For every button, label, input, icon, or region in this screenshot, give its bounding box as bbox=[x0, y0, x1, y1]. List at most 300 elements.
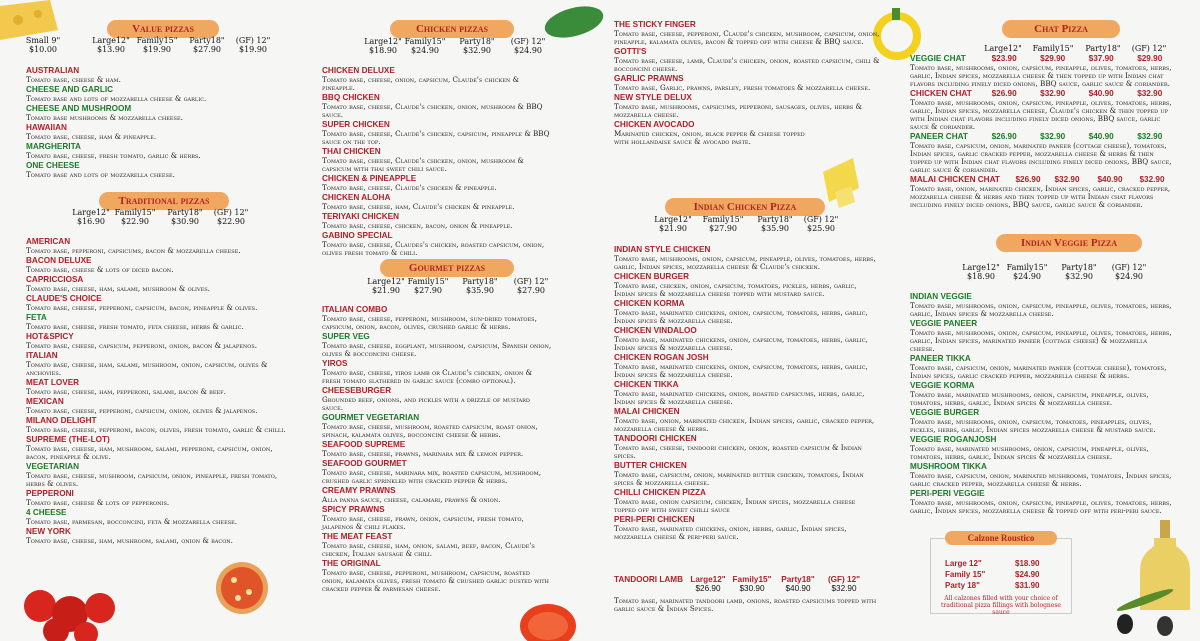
price-value: $27.90 bbox=[517, 286, 545, 295]
item-desc: Tomato base, onion capsicum, chicken, Indian spices, mozzarella cheese topped off with sweet chilli sauce bbox=[614, 497, 856, 514]
size-label: Family15" bbox=[1032, 44, 1074, 53]
price-value: $22.90 bbox=[121, 217, 149, 226]
list-item bbox=[910, 132, 1174, 174]
item-name: SUPER CHICKEN bbox=[322, 120, 390, 129]
item-desc: Tomato base, cheese, yiros lamb or Claude's chicken, onion & fresh tomato slathered in garlic sauce (combo optional). bbox=[322, 368, 533, 385]
item-desc: Tomato base, cheese, marinara mix, roasted capsicum, mushroom, crushed garlic sprinkled with cracked pepper & herbs. bbox=[322, 468, 542, 485]
list-item bbox=[910, 175, 1174, 209]
size-price bbox=[686, 575, 730, 593]
item-name: ONE CHEESE bbox=[26, 161, 80, 170]
item-desc: Tomato base, marinated chickens, onion, herbs, garlic, Indian spices, mozzarella cheese & peri-peri sauce. bbox=[614, 524, 847, 541]
traditional-pizzas-list bbox=[26, 237, 288, 546]
item-desc: Tomato base, cheese, ham, onion, salami, beef, bacon, Claude's chicken, Italian sausage & chili. bbox=[322, 541, 535, 558]
item-desc: Tomato base, chicken, onion, capsicum, tomatoes, pickles, herbs, garlic, Indian spices & mozzarella cheese topped with mustard sauce. bbox=[614, 281, 857, 298]
list-item bbox=[614, 461, 876, 487]
price-value: $32.90 bbox=[1065, 272, 1093, 281]
list-item bbox=[26, 275, 288, 293]
price-value: $32.90 bbox=[1139, 175, 1165, 184]
size-label: Family15" bbox=[407, 277, 449, 286]
item-desc: Tomato base, capsicum, onion, marinated mushrooms, tomatoes, Indian spices, garlic cracked pepper, mozzarella cheese & herbs. bbox=[910, 471, 1172, 488]
item-desc: Tomato base, cheese, eggplant, mushroom, capsicum, Spanish onion, olives & bocconcini cheese. bbox=[322, 341, 552, 358]
size-label: (GF) 12" bbox=[235, 36, 271, 45]
item-name: YIROS bbox=[322, 359, 348, 368]
item-name: SUPREME (THE-LOT) bbox=[26, 435, 110, 444]
item-desc: Tomato base, marinated chickens, onion, capsicum, tomatoes, herbs, garlic, Indian spices & mozzarella cheese. bbox=[614, 308, 868, 325]
item-desc: Tomato base, cheese, ham, salami, mushroom & olives. bbox=[26, 284, 210, 293]
price-value: $32.90 bbox=[463, 46, 491, 55]
item-name: VEGGIE KORMA bbox=[910, 381, 975, 390]
indian-chicken-pizza-list bbox=[614, 245, 876, 542]
gourmet-pizzas-list bbox=[322, 305, 552, 594]
list-item bbox=[614, 120, 814, 146]
size-label: Party18" bbox=[757, 215, 793, 224]
list-item bbox=[910, 89, 1174, 131]
price-value: $26.90 bbox=[991, 132, 1017, 141]
price-value: $27.90 bbox=[709, 224, 737, 233]
size-label: (GF) 12" bbox=[510, 37, 546, 46]
item-name: NEW YORK bbox=[26, 527, 71, 536]
list-item bbox=[26, 332, 288, 350]
price-value: $32.90 bbox=[1137, 132, 1163, 141]
item-name: CHICKEN KORMA bbox=[614, 299, 685, 308]
traditional-pizzas-title: Traditional pizzas bbox=[99, 192, 229, 210]
item-desc: Tomato base, cheese, pepperoni, mushroom, capsicum, roasted onion, kalamata olives, fresh tomato & crushed garlic dusted with cracked pepper & parmesan cheese. bbox=[322, 568, 549, 593]
price-value: $40.90 bbox=[785, 584, 811, 593]
list-item bbox=[322, 231, 552, 257]
list-item bbox=[322, 386, 552, 412]
price-value: $16.90 bbox=[77, 217, 105, 226]
item-name: NEW STYLE DELUX bbox=[614, 93, 692, 102]
item-name: SEAFOOD GOURMET bbox=[322, 459, 407, 468]
item-name: HAWAIIAN bbox=[26, 123, 67, 132]
price-value: $27.90 bbox=[414, 286, 442, 295]
price-value: $40.90 bbox=[1088, 132, 1114, 141]
item-desc: Tomato base, cheese, fresh tomato, feta cheese, herbs & garlic. bbox=[26, 322, 244, 331]
price-value: $24.90 bbox=[514, 46, 542, 55]
item-name: THAI CHICKEN bbox=[322, 147, 381, 156]
price-value: $30.90 bbox=[739, 584, 765, 593]
item-desc: Tomato base, marinated chickens, onion, capsicum, tomatoes, herbs, garlic, Indian spices & mozzarella cheese. bbox=[614, 335, 868, 352]
price-value: $26.90 bbox=[1015, 175, 1041, 184]
price-value: $40.90 bbox=[1088, 89, 1114, 98]
size-label: Party18" bbox=[1061, 263, 1097, 272]
chat-pizza-sizes bbox=[980, 44, 1180, 54]
item-desc: Tomato base, cheese, ham, Claude's chicken & pineapple. bbox=[322, 202, 515, 211]
size-label: Family15" bbox=[1006, 263, 1048, 272]
size-label: Family15" bbox=[114, 208, 156, 217]
gourmet-pizzas-title: Gourmet pizzas bbox=[380, 259, 514, 277]
list-item bbox=[322, 332, 552, 358]
list-item bbox=[614, 299, 876, 325]
list-item bbox=[614, 272, 876, 298]
list-item bbox=[614, 47, 884, 73]
list-item bbox=[910, 54, 1174, 88]
price-value: $24.90 bbox=[1115, 272, 1143, 281]
item-name: INDIAN STYLE CHICKEN bbox=[614, 245, 711, 254]
item-name: SPICY PRAWNS bbox=[322, 505, 385, 514]
list-item bbox=[26, 462, 288, 488]
size-label: Party18" bbox=[1085, 44, 1121, 53]
item-desc: Tomato base, cheese, ham, pepperoni, salami, bacon & beef. bbox=[26, 387, 226, 396]
list-item bbox=[322, 193, 552, 211]
list-item bbox=[322, 120, 552, 146]
price-value: $18.90 bbox=[1015, 559, 1040, 568]
item-desc: Tomato base, cheese, ham, mushroom, salami, onion & bacon. bbox=[26, 536, 233, 545]
item-name: CHEESE AND MUSHROOM bbox=[26, 104, 132, 113]
item-desc: Tomato base, capsicum, onion, marinated paneer (cottage cheese), tomatoes, Indian spices, garlic cracked pepper, mozzarella cheese & herbs. bbox=[910, 363, 1167, 380]
item-name: CLAUDE'S CHOICE bbox=[26, 294, 102, 303]
price-value: $32.90 bbox=[1040, 132, 1066, 141]
item-desc: Tomato base, cheese, ham, mushroom, salami, pepperoni, capsicum, onion, bacon, pineapple & olive. bbox=[26, 444, 273, 461]
list-item bbox=[322, 486, 552, 504]
item-name: GABINO SPECIAL bbox=[322, 231, 393, 240]
item-desc: Tomato base, cheese, prawn, onion, capsicum, fresh tomato, jalapenos & chili flakes. bbox=[322, 514, 524, 531]
size-price bbox=[730, 575, 774, 593]
list-item bbox=[322, 532, 552, 558]
item-desc: Tomato base, cheese, capsicum, pepperoni, onion, bacon & jalapenos. bbox=[26, 341, 258, 350]
item-name: CHEESE AND GARLIC bbox=[26, 85, 114, 94]
list-item bbox=[26, 416, 288, 434]
price-value: $18.90 bbox=[967, 272, 995, 281]
item-desc: Tomato base, cheese, mushroom, roasted capsicum, roast onion, spinach, kalamata olives, bocconcini cheese & herbs. bbox=[322, 422, 538, 439]
item-desc: Tomato base, cheese, pepperoni, capsicum, onion, olives & jalapenos. bbox=[26, 406, 258, 415]
size-label: Family15" bbox=[732, 575, 772, 584]
item-desc: Tomato base, mushrooms, onion, capsicum, pineapple, olives, tomatoes, herbs, garlic, Indian spices, mozzarella cheese, Claude's chicken & then topped up with Indian chat flavors including finely diced onions, BBQ sauce, garlic sauce & coriander. bbox=[910, 98, 1172, 131]
size-label: Family 15" bbox=[945, 570, 986, 579]
item-name: BBQ CHICKEN bbox=[322, 93, 380, 102]
chicken-pizzas-prices bbox=[362, 37, 562, 57]
list-item bbox=[26, 435, 288, 461]
item-desc: Tomato base, cheese, pepperoni, capsicum, bacon, pineapple & olives. bbox=[26, 303, 258, 312]
item-name: THE STICKY FINGER bbox=[614, 20, 696, 29]
item-name: VEGETARIAN bbox=[26, 462, 80, 471]
list-item bbox=[614, 488, 876, 514]
list-item bbox=[910, 292, 1174, 318]
size-label: Large12" bbox=[690, 575, 726, 584]
list-item bbox=[910, 435, 1174, 461]
pizza-icon bbox=[214, 560, 270, 616]
value-pizzas-list bbox=[26, 66, 286, 180]
list-item bbox=[322, 174, 552, 192]
size-price bbox=[776, 575, 820, 593]
price-value: $19.90 bbox=[143, 45, 171, 54]
size-label: Family15" bbox=[404, 37, 446, 46]
price-value: $24.90 bbox=[1015, 570, 1040, 579]
item-name: CHICKEN CHAT bbox=[910, 89, 972, 98]
value-pizzas-title: Value pizzas bbox=[107, 20, 219, 38]
list-item bbox=[26, 161, 286, 179]
list-item bbox=[322, 212, 552, 230]
item-name: CHICKEN DELUXE bbox=[322, 66, 395, 75]
list-item bbox=[322, 305, 552, 331]
item-desc: Tomato base, cheese, tandoori chicken, onion, roasted capsicum & Indian spices. bbox=[614, 443, 862, 460]
item-desc: Tomato base, mushrooms, onion, capsicum, pineapple, olives, tomatoes, herbs, garlic, Indian spices, marinated paneer (cottage cheese) & mozzarella cheese. bbox=[910, 328, 1172, 353]
item-desc: Tomato base, Garlic, prawns, parsley, fresh tomatoes & mozzarella cheese. bbox=[614, 83, 871, 92]
price-value: $27.90 bbox=[193, 45, 221, 54]
size-label: (GF) 12" bbox=[213, 208, 249, 217]
tomato-slice-icon bbox=[518, 598, 578, 641]
item-name: GOURMET VEGETARIAN bbox=[322, 413, 420, 422]
item-desc: Tomato base, onion, marinated chicken, Indian spices, garlic, cracked pepper, mozzarella cheese & herbs. bbox=[614, 416, 875, 433]
item-name: VEGGIE BURGER bbox=[910, 408, 980, 417]
item-desc: Tomato base, cheese, ham & pineapple. bbox=[26, 132, 157, 141]
specials-list bbox=[614, 20, 884, 147]
traditional-pizzas-prices bbox=[70, 208, 270, 228]
list-item bbox=[26, 397, 288, 415]
item-name: HOT&SPICY bbox=[26, 332, 74, 341]
indian-veggie-pizza-list bbox=[910, 292, 1174, 516]
chicken-pizzas-title: Chicken pizzas bbox=[390, 20, 514, 38]
item-desc: Tomato base, mushrooms, capsicums, pepperoni, sausages, olives, herbs & mozzarella cheese. bbox=[614, 102, 862, 119]
list-item bbox=[322, 505, 552, 531]
calzone-note: All calzones filled with your choice of traditional pizza fillings with bolognese sauce bbox=[941, 595, 1061, 616]
size-label: Large12" bbox=[367, 277, 405, 286]
item-name: PANEER TIKKA bbox=[910, 354, 971, 363]
item-name: BACON DELUXE bbox=[26, 256, 92, 265]
size-label: (GF) 12" bbox=[1131, 44, 1167, 53]
item-name: SEAFOOD SUPREME bbox=[322, 440, 406, 449]
size-label: Party18" bbox=[781, 575, 815, 584]
item-name: BUTTER CHICKEN bbox=[614, 461, 687, 470]
list-item bbox=[26, 313, 288, 331]
item-desc: Tomato base, mushrooms, onion, capsicum, tomatoes, pineapples, olives, pickles, herbs, garlic, Indian spices mozzarella cheese & mustard sauce. bbox=[910, 417, 1156, 434]
item-desc: Tomato base, onion, marinated chicken, Indian spices, garlic, cracked pepper, mozzarella cheese & herbs and then topped up with Indian chat flavors including finely diced onions, BBQ sauce, garlic sauce & coriander. bbox=[910, 184, 1171, 209]
size-label: Party18" bbox=[462, 277, 498, 286]
size-label: Party 18" bbox=[945, 581, 980, 590]
price-value: $21.90 bbox=[659, 224, 687, 233]
size-label: Family15" bbox=[702, 215, 744, 224]
size-label: Party18" bbox=[167, 208, 203, 217]
item-desc: Tomato base, cheese, Claude's chicken & pineapple. bbox=[322, 183, 497, 192]
item-desc: Tomato base, marinated chickens, onion, roasted capsicums, herbs, garlic, Indian spices & mozzarella cheese. bbox=[614, 389, 865, 406]
chat-pizza-title: Chat Pizza bbox=[1002, 20, 1120, 38]
price-value: $32.90 bbox=[1137, 89, 1163, 98]
olive-branch-icon bbox=[1095, 580, 1195, 640]
price-value: $26.90 bbox=[695, 584, 721, 593]
list-item bbox=[26, 66, 286, 84]
item-desc: Marinated chicken, onion, black pepper & cheese topped with hollandaise sauce & avocado paste. bbox=[614, 129, 805, 146]
item-name: PERI-PERI CHICKEN bbox=[614, 515, 695, 524]
item-name: SUPER VEG bbox=[322, 332, 370, 341]
list-item bbox=[322, 440, 552, 458]
value-pizzas-prices bbox=[22, 36, 282, 56]
list-item bbox=[322, 413, 552, 439]
item-name: CHILLI CHICKEN PIZZA bbox=[614, 488, 706, 497]
list-item bbox=[26, 142, 286, 160]
item-desc: Tomato base, capsicum, onion, marinated butter chicken, tomatoes, Indian spices & mozzarella cheese. bbox=[614, 470, 864, 487]
item-desc: Tomato base, cheese, pepperoni, Claude's chicken, mushroom, capsicum, onion, pineapple, kalamata olives, bacon & topped off with cheese & BBQ sauce. bbox=[614, 29, 880, 46]
list-item bbox=[614, 407, 876, 433]
item-desc: Tomato base, cheese & lots of pepperonis. bbox=[26, 498, 170, 507]
list-item bbox=[26, 237, 288, 255]
item-desc: Tomato base, parmesan, bocconcini, feta & mozzarella cheese. bbox=[26, 517, 238, 526]
list-item bbox=[910, 381, 1174, 407]
gourmet-pizzas-prices bbox=[365, 277, 565, 297]
item-name: CAPRICCIOSA bbox=[26, 275, 84, 284]
item-name: CHEESEBURGER bbox=[322, 386, 392, 395]
list-item bbox=[910, 319, 1174, 353]
price-value: $32.90 bbox=[1040, 89, 1066, 98]
size-label: Party18" bbox=[459, 37, 495, 46]
list-item bbox=[322, 459, 552, 485]
chat-pizza-list bbox=[910, 54, 1174, 210]
item-desc: Tomato base, cheese, ham, salami, mushroom, onion, capsicum, olives & anchovies. bbox=[26, 360, 268, 377]
item-name: MUSHROOM TIKKA bbox=[910, 462, 987, 471]
price-value: $18.90 bbox=[369, 46, 397, 55]
price-value: $24.90 bbox=[1013, 272, 1041, 281]
size-label: Large12" bbox=[962, 263, 1000, 272]
item-name: THE MEAT FEAST bbox=[322, 532, 393, 541]
item-name: CHICKEN BURGER bbox=[614, 272, 690, 281]
price-value: $40.90 bbox=[1097, 175, 1123, 184]
tomatoes-icon bbox=[20, 576, 120, 641]
price-value: $21.90 bbox=[372, 286, 400, 295]
price-value: $24.90 bbox=[411, 46, 439, 55]
item-desc: Tomato base, cheese, chicken, bacon, onion & pineapple. bbox=[322, 221, 513, 230]
list-item bbox=[614, 434, 876, 460]
item-name: TANDOORI LAMB bbox=[614, 575, 683, 584]
list-item bbox=[910, 462, 1174, 488]
item-name: MILANO DELIGHT bbox=[26, 416, 97, 425]
list-item bbox=[910, 354, 1174, 380]
item-desc: Tomato base, marinated mushrooms, onion, capsicum, pineapple, olives, tomatoes, herbs, garlic, Indian spices & mozzarella cheese. bbox=[910, 390, 1149, 407]
item-name: MEAT LOVER bbox=[26, 378, 80, 387]
item-desc: Tomato base, cheese & ham. bbox=[26, 75, 121, 84]
list-item bbox=[614, 74, 884, 92]
basil-leaf-icon bbox=[540, 2, 610, 42]
size-label: (GF) 12" bbox=[513, 277, 549, 286]
item-name: CHICKEN AVOCADO bbox=[614, 120, 695, 129]
item-name: AMERICAN bbox=[26, 237, 71, 246]
list-item bbox=[614, 93, 884, 119]
item-desc: Tomato base, mushrooms, onion, capsicum, pineapple, olives, tomatoes, herbs, garlic, Indian spices & mozzarella cheese. bbox=[910, 301, 1172, 318]
item-name: TANDOORI CHICKEN bbox=[614, 434, 697, 443]
price-value: $13.90 bbox=[97, 45, 125, 54]
size-label: Large12" bbox=[92, 36, 130, 45]
item-name: THE ORIGINAL bbox=[322, 559, 381, 568]
price-value: $37.90 bbox=[1088, 54, 1114, 63]
item-desc: Tomato base, cheese, pepperoni, mushroom, sun-dried tomatoes, capsicum, onion, bacon, olives, crushed garlic & herbs. bbox=[322, 314, 537, 331]
list-item bbox=[26, 294, 288, 312]
item-desc: Tomato base, cheese, pepperoni, bacon, olives, fresh tomato, garlic & chilli. bbox=[26, 425, 286, 434]
item-desc: Tomato base and lots of mozzarella cheese & garlic. bbox=[26, 94, 207, 103]
indian-veggie-pizza-title: Indian Veggie Pizza bbox=[996, 234, 1142, 252]
list-item bbox=[614, 245, 876, 271]
price-value: $30.90 bbox=[171, 217, 199, 226]
size-label: (GF) 12" bbox=[803, 215, 839, 224]
item-name: CHICKEN ALOHA bbox=[322, 193, 391, 202]
item-name: MARGHERITA bbox=[26, 142, 81, 151]
item-name: CREAMY PRAWNS bbox=[322, 486, 396, 495]
list-item bbox=[26, 256, 288, 274]
item-name: CHICKEN VINDALOO bbox=[614, 326, 697, 335]
list-item bbox=[26, 378, 288, 396]
list-item bbox=[614, 326, 876, 352]
size-label: Family15" bbox=[136, 36, 178, 45]
item-name: MEXICAN bbox=[26, 397, 64, 406]
list-item bbox=[614, 353, 876, 379]
size-label: (GF) 12" bbox=[827, 575, 861, 584]
item-desc: Tomato base and lots of mozzarella cheese. bbox=[26, 170, 175, 179]
list-item bbox=[322, 359, 552, 385]
item-name: MALAI CHICKEN CHAT bbox=[910, 175, 1000, 184]
chicken-pizzas-list bbox=[322, 66, 552, 258]
item-desc: Tomato base, cheese, Claude's chicken, capsicum, pineapple & BBQ sauce on the top. bbox=[322, 129, 550, 146]
size-label: Large 12" bbox=[945, 559, 982, 568]
price-value: $29.90 bbox=[1040, 54, 1066, 63]
size-label: Small 9" bbox=[25, 36, 61, 45]
item-desc: Tomato base mushrooms & mozzarella cheese. bbox=[26, 113, 183, 122]
indian-veggie-pizza-prices bbox=[958, 263, 1178, 283]
list-item bbox=[322, 93, 552, 119]
item-desc: Tomato base, cheese & lots of diced bacon. bbox=[26, 265, 174, 274]
item-desc: Tomato base, capsicum, onion, marinated paneer (cottage cheese), tomatoes, Indian spices, garlic cracked pepper, mozzarella cheese & herbs & then topped up with Indian chat flavors including finely diced onions, BBQ sauce, garlic sauce & coriander. bbox=[910, 141, 1172, 174]
size-label: Large12" bbox=[364, 37, 402, 46]
item-desc: Tomato base, cheese, Claude's chicken, onion, mushroom & capsicum with thai sweet chili sauce. bbox=[322, 156, 524, 173]
item-desc: Tomato base, cheese, Claudes's chicken, roasted capsicum, onion, olives fresh tomato & chili. bbox=[322, 240, 545, 257]
item-desc: Tomato base, cheese, mushroom, capsicum, onion, pineapple, fresh tomato, herbs & olives. bbox=[26, 471, 278, 488]
item-desc: Tomato base, cheese, lamb, Claude's chicken, onion, roasted capsicum, chili & bocconcini cheese. bbox=[614, 56, 880, 73]
item-desc: Tomato base, marinated chickens, onion, capsicum, tomatoes, herbs, garlic, Indian spices & mozzarella cheese. bbox=[614, 362, 868, 379]
size-label: Party18" bbox=[189, 36, 225, 45]
price-value: $22.90 bbox=[217, 217, 245, 226]
price-value: $35.90 bbox=[761, 224, 789, 233]
item-name: GOTTI'S bbox=[614, 47, 647, 56]
size-label: Large12" bbox=[72, 208, 110, 217]
item-name: TERIYAKI CHICKEN bbox=[322, 212, 400, 221]
item-name: MALAI CHICKEN bbox=[614, 407, 680, 416]
list-item bbox=[322, 147, 552, 173]
list-item bbox=[26, 527, 288, 545]
item-name: VEGGIE ROGANJOSH bbox=[910, 435, 997, 444]
list-item bbox=[910, 489, 1174, 515]
list-item bbox=[614, 515, 876, 541]
item-name: INDIAN VEGGIE bbox=[910, 292, 972, 301]
size-label: Large12" bbox=[984, 44, 1022, 53]
item-desc: Tomato base, pepperoni, capsicums, bacon & mozzarella cheese. bbox=[26, 246, 241, 255]
size-label: (GF) 12" bbox=[1111, 263, 1147, 272]
list-item bbox=[26, 123, 286, 141]
list-item bbox=[614, 20, 884, 46]
item-name: CHICKEN ROGAN JOSH bbox=[614, 353, 709, 362]
item-desc: Tomato base, marinated tandoori lamb, onions, roasted capsicums topped with garlic sauce & Indian Spices. bbox=[614, 596, 877, 613]
list-item bbox=[322, 66, 552, 92]
list-item bbox=[26, 351, 288, 377]
indian-chicken-pizza-title: Indian Chicken Pizza bbox=[665, 198, 825, 216]
size-price bbox=[822, 575, 866, 593]
item-desc: Tomato base, cheese, Claude's chicken, onion, mushroom & BBQ sauce. bbox=[322, 102, 543, 119]
list-item bbox=[322, 559, 552, 593]
item-name: VEGGIE PANEER bbox=[910, 319, 978, 328]
price-value: $23.90 bbox=[991, 54, 1017, 63]
item-desc: Alla panna sauce, cheese, calamari, prawns & onion. bbox=[322, 495, 501, 504]
item-name: AUSTRALIAN bbox=[26, 66, 80, 75]
item-name: VEGGIE CHAT bbox=[910, 54, 966, 63]
item-desc: Tomato base, cheese, fresh tomato, garlic & herbs. bbox=[26, 151, 201, 160]
item-desc: Grounded beef, onions, and pickles with a drizzle of mustard sauce. bbox=[322, 395, 530, 412]
tandoori-lamb-item bbox=[614, 575, 884, 613]
item-desc: Tomato base, cheese, prawns, marinara mix & lemon pepper. bbox=[322, 449, 524, 458]
price-value: $31.90 bbox=[1015, 581, 1040, 590]
item-name: ITALIAN COMBO bbox=[322, 305, 388, 314]
item-name: PERI-PERI VEGGIE bbox=[910, 489, 985, 498]
list-item bbox=[26, 85, 286, 103]
price-value: $32.90 bbox=[1054, 175, 1080, 184]
item-name: CHICKEN TIKKA bbox=[614, 380, 679, 389]
item-name: 4 CHEESE bbox=[26, 508, 67, 517]
price-value: $29.90 bbox=[1137, 54, 1163, 63]
item-name: PANEER CHAT bbox=[910, 132, 968, 141]
